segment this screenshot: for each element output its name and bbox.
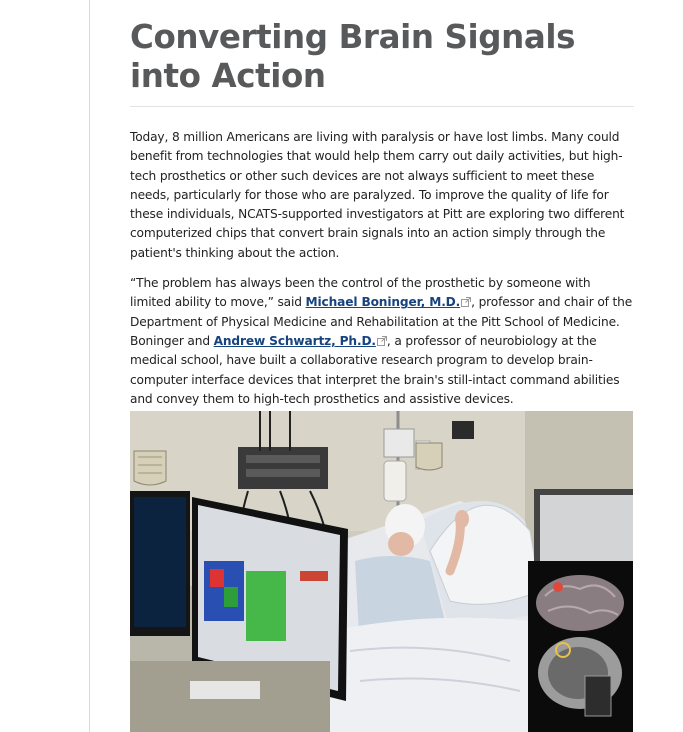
- schwartz-link[interactable]: Andrew Schwartz, Ph.D.: [213, 333, 376, 348]
- quote-text-start: “The problem has always been the control of the prosthetic by someone with limited ability to move,” said: [130, 276, 591, 310]
- boninger-link[interactable]: Michael Boninger, M.D.: [305, 295, 461, 310]
- hospital-room-illustration: [130, 411, 633, 732]
- intro-paragraph: Today, 8 million Americans are living with paralysis or have lost limbs. Many could benefit from technologies that would help them carry out daily activities, but high-tech prosthetics or other such devices are not always sufficient to meet these needs, particularly for those who are paralyzed. To improve the quality of life for these individuals, NCATS-supported investigators at Pitt are exploring two different computerized chips that convert brain signals into an action simply through the patient's thinking about the action.: [130, 130, 625, 260]
- quote-text-middle: , professor and chair of the Department of Physical Medicine and Rehabilitation at the Pitt School of Medicine. Boninger and: [130, 295, 633, 348]
- quote-text-end: , a professor of neurobiology at the medical school, have built a collaborative research program to develop brain-computer interface devices that interpret the brain's still-intact command abilities and convey them to high-tech prosthetics and assistive devices.: [130, 333, 620, 406]
- external-link-icon: [461, 297, 471, 307]
- title-divider: [130, 106, 634, 107]
- external-link-icon: [377, 336, 387, 346]
- quote-paragraph: [130, 274, 634, 409]
- article: [130, 0, 634, 409]
- page-title: Converting Brain Signals into Action: [130, 18, 576, 95]
- left-column-divider: [89, 0, 90, 732]
- article-photo: [130, 411, 633, 732]
